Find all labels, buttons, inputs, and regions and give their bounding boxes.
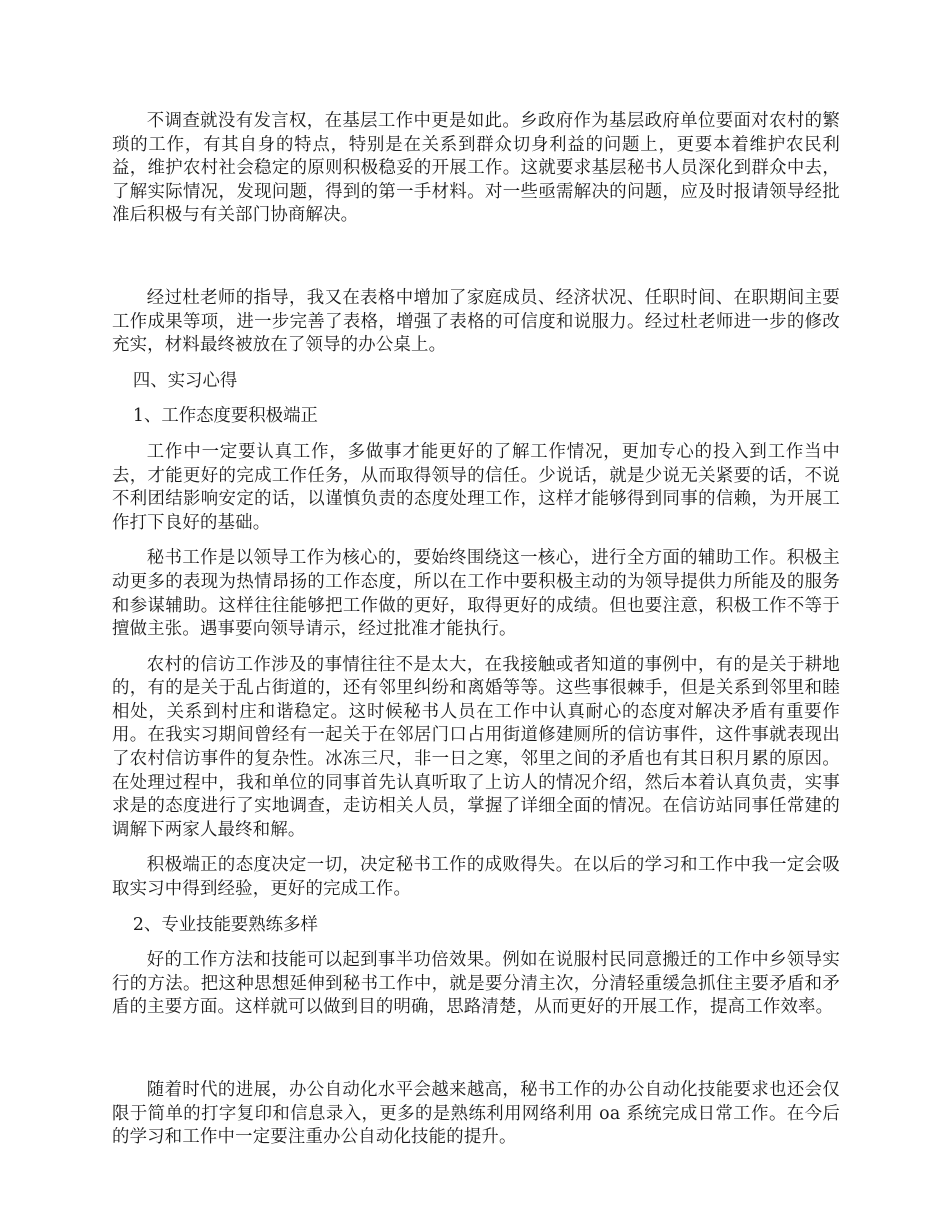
paragraph-work-seriously: 工作中一定要认真工作，多做事才能更好的了解工作情况，更加专心的投入到工作当中去，才能更好的完成工作任务，从而取得领导的信任。少说话，就是少说无关紧要的话，不说不利团结影响安定的话，以谨慎负责的态度处理工作，这样才能够得到同事的信赖，为开展工作打下良好的基础。: [112, 441, 840, 533]
subheading-work-attitude: 1、工作态度要积极端正: [132, 406, 318, 427]
paragraph-secretary-core: 秘书工作是以领导工作为核心的，要始终围绕这一核心，进行全方面的辅助工作。积极主动更多的表现为热情昂扬的工作态度，所以在工作中要积极主动的为领导提供力所能及的服务和参谋辅助。这样往往能够把工作做的更好，取得更好的成绩。但也要注意，积极工作不等于擅做主张。遇事要向领导请示，经过批准才能执行。: [112, 548, 840, 640]
paragraph-office-automation: 随着时代的进展，办公自动化水平会越来越高，秘书工作的办公自动化技能要求也还会仅限于简单的打字复印和信息录入，更多的是熟练利用网络利用 oa 系统完成日常工作。在今后的学习和工作中一定要注重办公自动化技能的提升。: [112, 1080, 840, 1148]
subheading-professional-skills: 2、专业技能要熟练多样: [132, 914, 318, 935]
section-heading-internship-insights: 四、实习心得: [132, 370, 238, 391]
paragraph-attitude-decides: 积极端正的态度决定一切，决定秘书工作的成败得失。在以后的学习和工作中我一定会吸取实习中得到经验，更好的完成工作。: [112, 855, 840, 900]
paragraph-investigation: 不调查就没有发言权，在基层工作中更是如此。乡政府作为基层政府单位要面对农村的繁琐的工作，有其自身的特点，特别是在关系到群众切身利益的问题上，更要本着维护农民利益，维护农村社会稳定的原则积极稳妥的开展工作。这就要求基层秘书人员深化到群众中去，了解实际情况，发现问题，得到的第一手材料。对一些亟需解决的问题，应及时报请领导经批准后积极与有关部门协商解决。: [112, 111, 840, 226]
paragraph-petition-work: 农村的信访工作涉及的事情往往不是太大，在我接触或者知道的事例中，有的是关于耕地的，有的是关于乱占街道的，还有邻里纠纷和离婚等等。这些事很棘手，但是关系到邻里和睦相处，关系到村庄和谐稳定。这时候秘书人员在工作中认真耐心的态度对解决矛盾有重要作用。在我实习期间曾经有一起关于在邻居门口占用街道修建厕所的信访事件，这件事就表现出了农村信访事件的复杂性。冰冻三尺，非一日之寒，邻里之间的矛盾也有其日积月累的原因。在处理过程中，我和单位的同事首先认真听取了上访人的情况介绍，然后本着认真负责，实事求是的态度进行了实地调查，走访相关人员，掌握了详细全面的情况。在信访站同事任常建的调解下两家人最终和解。: [112, 654, 840, 840]
document-body: [112, 110, 840, 1150]
paragraph-work-methods: 好的工作方法和技能可以起到事半功倍效果。例如在说服村民同意搬迁的工作中乡领导实行的方法。把这种思想延伸到秘书工作中，就是要分清主次，分清轻重缓急抓住主要矛盾和矛盾的主要方面。这样就可以做到目的明确，思路清楚，从而更好的开展工作，提高工作效率。: [112, 950, 840, 1018]
paragraph-teacher-guidance: 经过杜老师的指导，我又在表格中增加了家庭成员、经济状况、任职时间、在职期间主要工作成果等项，进一步完善了表格，增强了表格的可信度和说服力。经过杜老师进一步的修改充实，材料最终被放在了领导的办公桌上。: [112, 287, 840, 356]
